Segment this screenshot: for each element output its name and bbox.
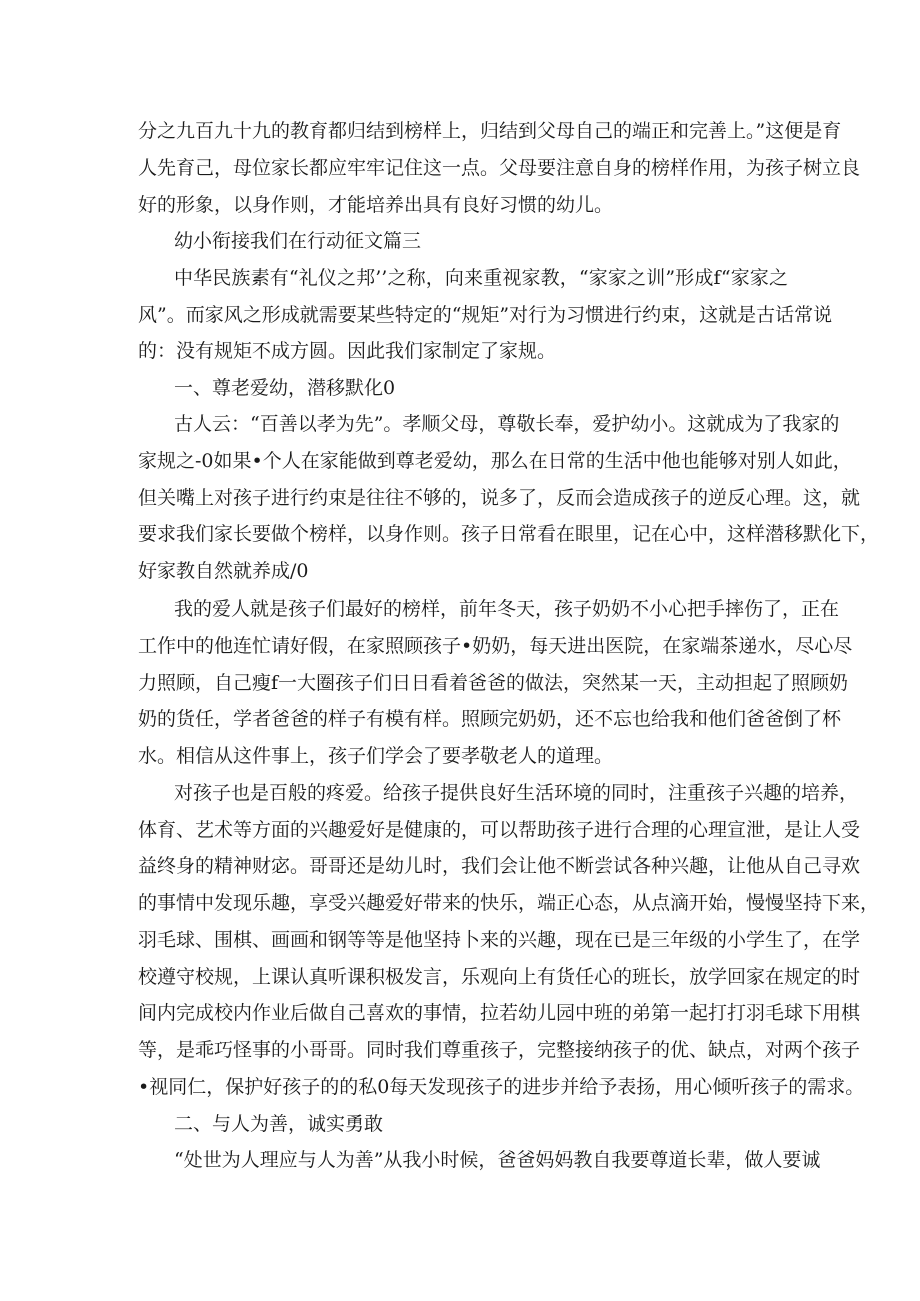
paragraph-line: 校遵守校规，上课认真听课积极发言，乐观向上有货任心的班长，放学回家在规定的时 xyxy=(138,966,861,988)
section-title: 幼小衔接我们在行动征文篇三 xyxy=(174,230,422,252)
paragraph-line: 羽毛球、围棋、画画和钢等等是他坚持卜来的兴趣，现在已是三年级的小学生了，在学 xyxy=(138,929,861,951)
paragraph-line: 对孩子也是百般的疼爱。给孩子提供良好生活环境的同时，注重孩子兴趣的培养， xyxy=(174,782,859,804)
paragraph-line: 的：没有规矩不成方圆。因此我们家制定了家规。 xyxy=(138,340,557,362)
subheading: 一、尊老爱幼，潜移默化0 xyxy=(174,377,396,399)
paragraph-line: 体育、艺术等方面的兴趣爱好是健康的，可以帮助孩子进行合理的心理宣泄，是让人受 xyxy=(138,819,861,841)
subheading: 二、与人为善，诚实勇敢 xyxy=(174,1113,384,1135)
paragraph-line: 但关嘴上对孩子进行约束是往往不够的，说多了，反而会造成孩子的逆反心理。这，就 xyxy=(138,487,861,509)
paragraph-line: 奶的货任，学者爸爸的样子有模有样。照顾完奶奶，还不忘也给我和他们爸爸倒了杯 xyxy=(138,708,842,730)
paragraph-line: 好家教自然就养成/0 xyxy=(138,560,309,582)
paragraph-line: 风”。而家风之形成就需要某些特定的“规矩”对行为习惯进行约束，这就是古话常说 xyxy=(138,304,833,326)
paragraph-line: 古人云：“百善以孝为先”。孝顺父母，尊敬长奉，爱护幼小。这就成为了我家的 xyxy=(174,413,840,435)
paragraph-line: •视同仁，保护好孩子的的私0每天发现孩子的进步并给予表扬，用心倾听孩子的需求。 xyxy=(138,1076,865,1098)
paragraph-line: 家规之-0如果•个人在家能做到尊老爱幼，那么在日常的生活中他也能够对别人如此， xyxy=(138,450,852,472)
paragraph-line: 工作中的他连忙请好假，在家照顾孩子•奶奶，每天进出医院，在家端茶递水，尽心尽 xyxy=(138,635,853,657)
paragraph-line: 分之九百九十九的教育都归结到榜样上，归结到父母自己的端正和完善上。”这便是育 xyxy=(138,120,842,142)
paragraph-line: “处世为人理应与人为善”从我小时候，爸爸妈妈教自我要尊道长辈，做人要诚 xyxy=(174,1149,821,1171)
paragraph-line: 中华民族素有“礼仪之邦’’之称，向来重视家教，“家家之训”形成f“家家之 xyxy=(174,267,788,289)
paragraph-line: 间内完成校内作业后做自己喜欢的事情，拉若幼儿园中班的弟第一起打打羽毛球下用棋 xyxy=(138,1002,861,1024)
paragraph-line: 好的形象，以身作则，才能培养出具有良好习惯的幼儿。 xyxy=(138,194,614,216)
paragraph-line: 水。相信从这件事上，孩子们学会了要孝敬老人的道理。 xyxy=(138,745,614,767)
paragraph-line: 人先育己，母位家长都应牢牢记住这一点。父母要注意自身的榜样作用，为孩子树立良 xyxy=(138,157,861,179)
paragraph-line: 力照顾，自己瘦f一大圈孩子们日日看着爸爸的做法，突然某一天，主动担起了照顾奶 xyxy=(138,672,849,694)
paragraph-line: 等，是乖巧怪事的小哥哥。同时我们尊重孩子，完整接纳孩子的优、缺点，对两个孩子 xyxy=(138,1039,861,1061)
paragraph-line: 要求我们家长要做个榜样，以身作则。孩子日常看在眼里，记在心中，这样潜移默化下， xyxy=(138,523,880,545)
paragraph-line: 益终身的精神财宓。哥哥还是幼儿时，我们会让他不断尝试各种兴趣，让他从自己寻欢 xyxy=(138,855,861,877)
paragraph-line: 我的爱人就是孩子们最好的榜样，前年冬天，孩子奶奶不小心把手摔伤了，正在 xyxy=(174,598,840,620)
paragraph-line: 的事情中发现乐趣，享受兴趣爱好带来的快乐，端正心态，从点滴开始，慢慢坚持下来， xyxy=(138,892,880,914)
